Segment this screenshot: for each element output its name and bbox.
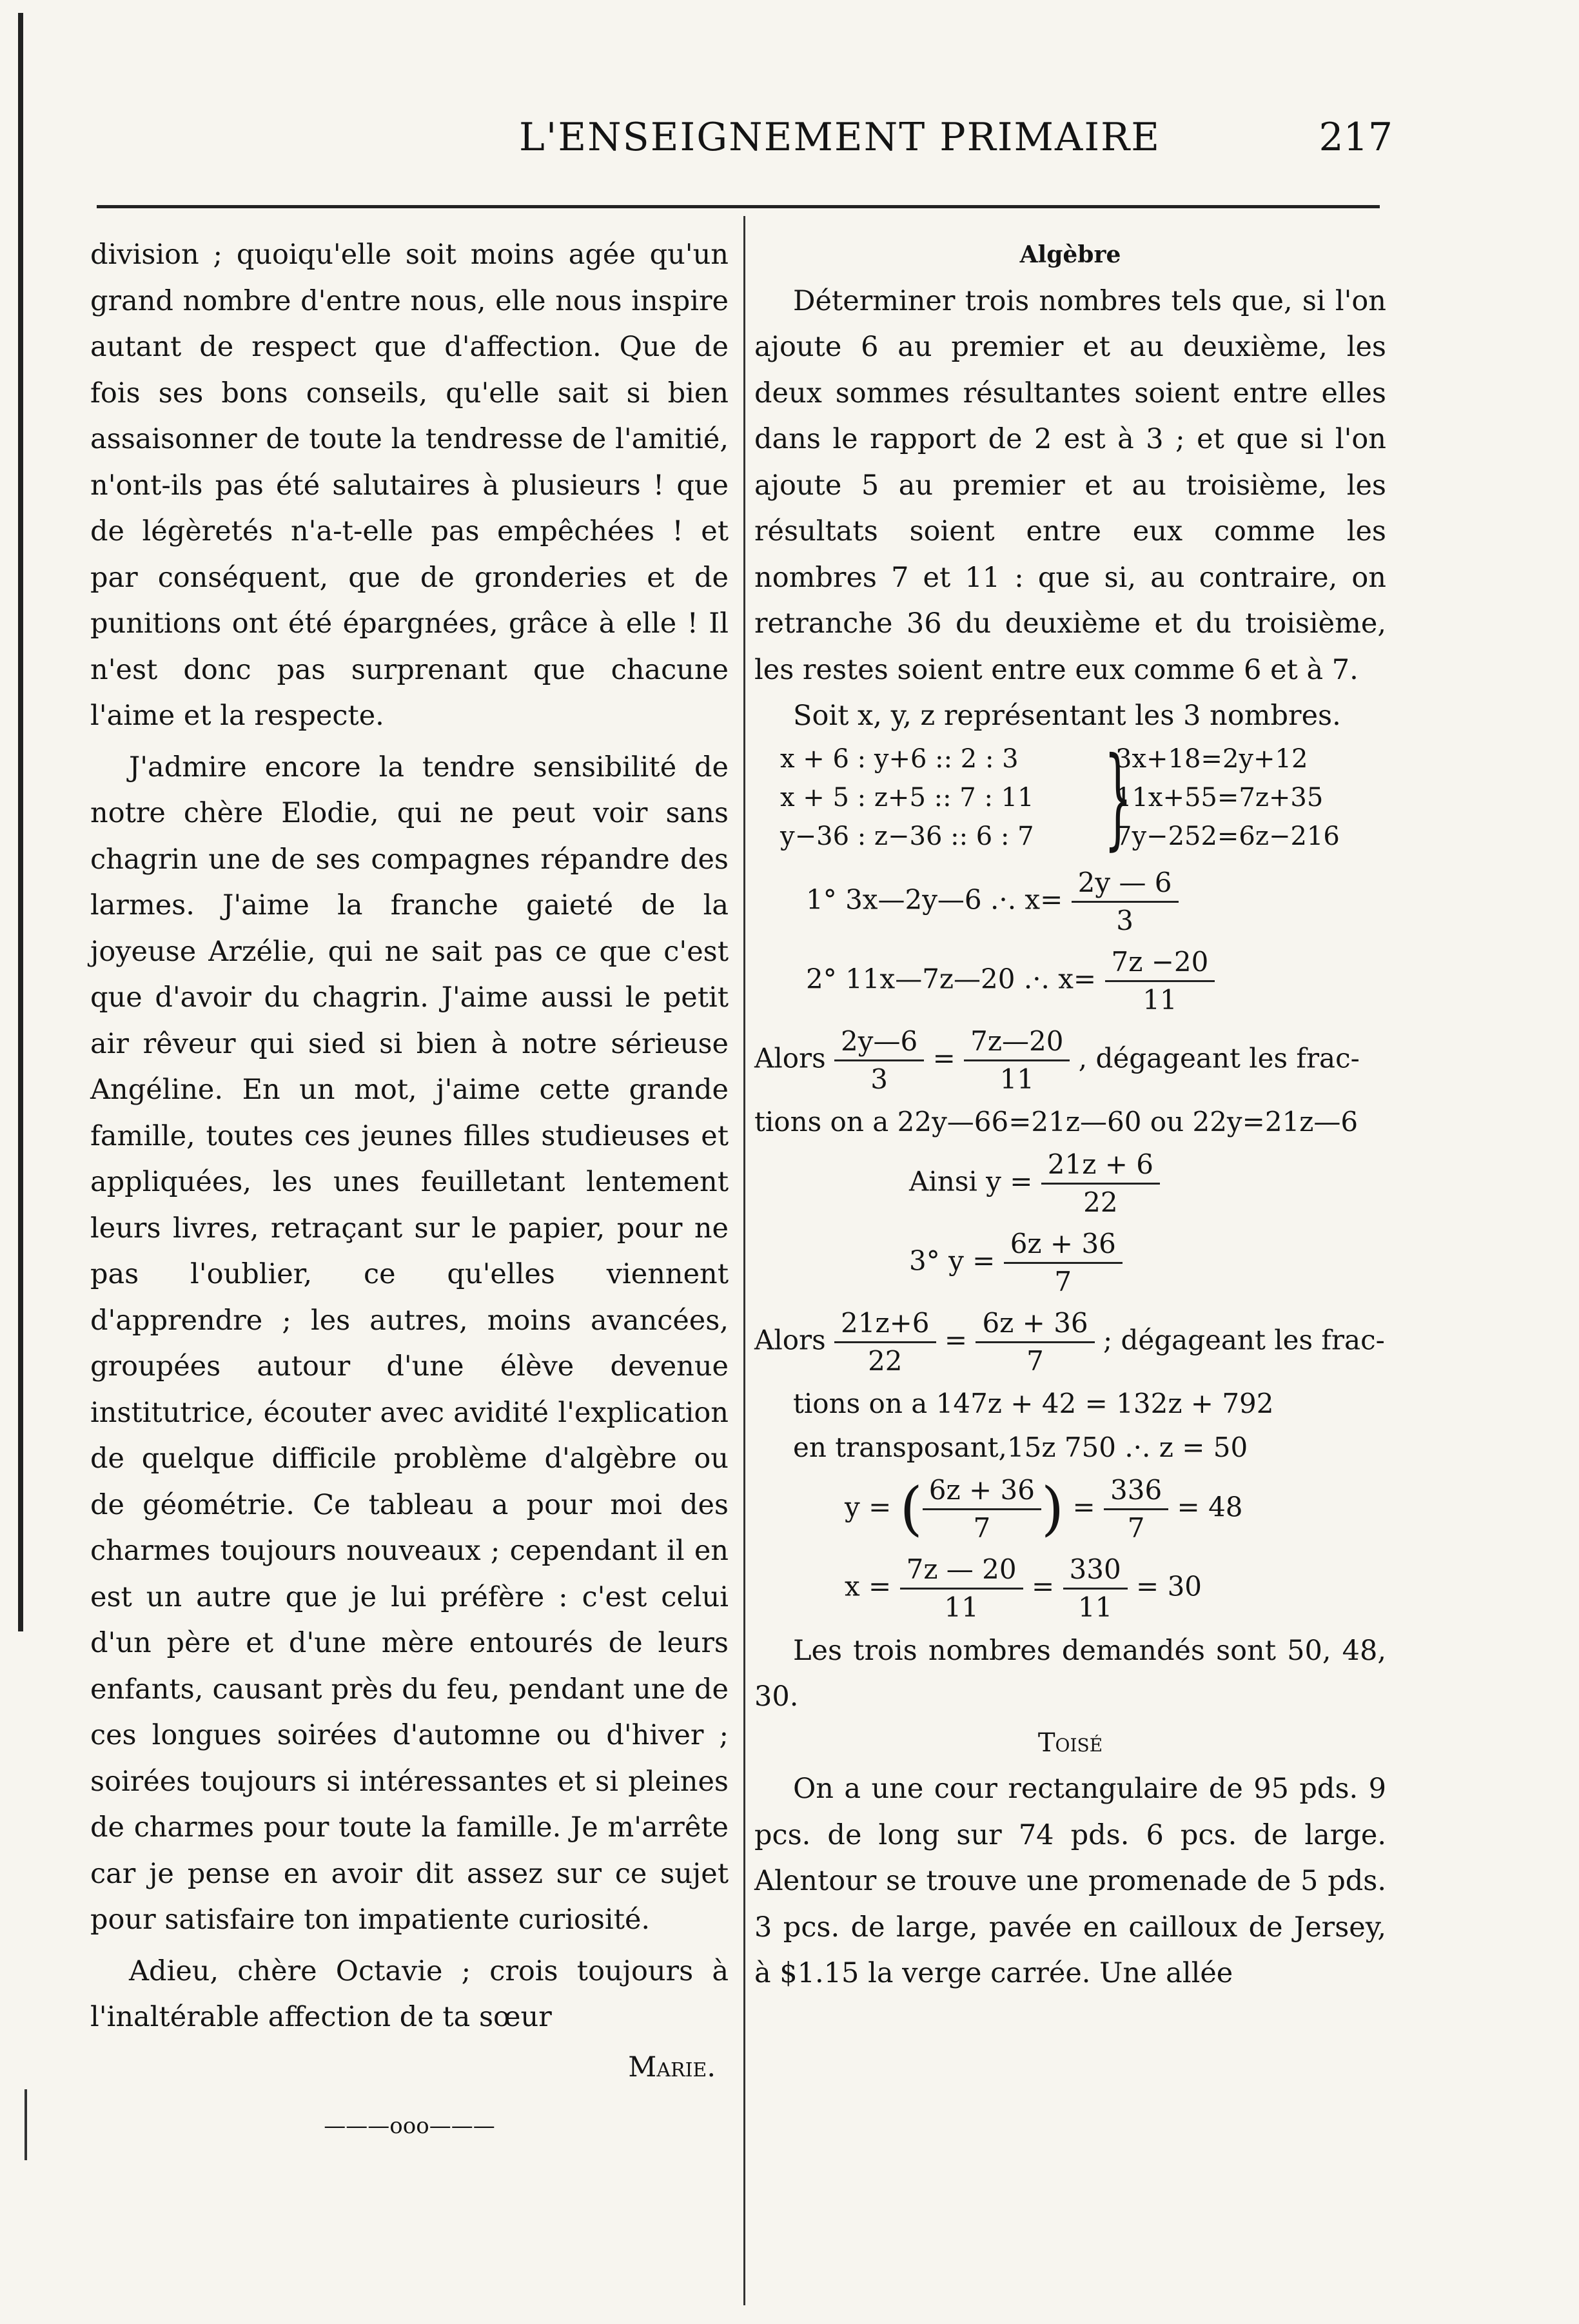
alors-1 [754, 1021, 1386, 1100]
alors-1-left-numerator: 2y—6 [834, 1023, 924, 1061]
alors-2-right-denominator: 7 [1026, 1344, 1044, 1377]
letter-paragraph-2: J'admire encore la tendre sensibilité de notre chère Elodie, qui ne peut voir sans chagrin une de ses compagnes répandre des larmes. J'aime la franche gaieté de la joyeuse Arzélie, qui ne sait pas ce que c'est que d'avoir du chagrin. J'aime aussi le petit air rêveur qui sied si bien à notre sérieuse Angéline. En un mot, j'aime cette grande famille, toutes ces jeunes filles studieuses et appliquées, les unes feuilletant lentement leurs livres, retraçant sur le papier, pour ne pas l'oublier, ce qu'elles viennent d'apprendre ; les autres, moins avancées, groupées autour d'une élève devenue institutrice, écouter avec avidité l'explication de quelque difficile problème d'algèbre ou de géométrie. Ce tableau a pour moi des charmes toujours nouveaux ; cependant il en est un autre que je lui préfère : c'est celui d'un père et d'une mère entourés de leurs enfants, causant près du feu, pendant une de ces longues soirées d'automne ou d'hiver ; soirées toujours si intéressantes et si pleines de charmes pour toute la famille. Je m'arrête car je pense en avoir dit assez sur ce sujet pour satisfaire ton impatiente curiosité. [90, 751, 729, 1936]
alors-1-left-fraction [834, 1023, 924, 1098]
step-3-prefix: 3° y = [909, 1245, 995, 1276]
system-equations [1115, 740, 1340, 856]
heading-algebra: Algèbre [1019, 241, 1121, 268]
step-3-fraction [1004, 1226, 1123, 1300]
x-mid-numerator: 330 [1063, 1551, 1128, 1590]
x-mid-denominator: 11 [1077, 1591, 1113, 1623]
alors-1-right-fraction [964, 1023, 1070, 1098]
equals-sign: = [1031, 1570, 1055, 1602]
binding-edge-mark [25, 2089, 27, 2160]
alors-2 [754, 1303, 1386, 1382]
ainsi-fraction [1041, 1147, 1160, 1221]
x-denominator: 11 [944, 1591, 979, 1623]
alors-2-right-fraction [976, 1305, 1094, 1379]
step-1-prefix: 1° 3x—2y—6 .·. x= [806, 883, 1063, 915]
paren-open: ( [899, 1475, 923, 1542]
proportion-1: x + 6 : y+6 :: 2 : 3 [780, 743, 1019, 774]
toise-problem: On a une cour rectangulaire de 95 pds. 9 pcs. de long sur 74 pds. 6 pcs. de large. Alentour se trouve une promenade de 5 pds. 3 pcs. de large, pavée en cailloux de Jersey, à $1.15 la verge carrée. Une allée [754, 1773, 1386, 1989]
system-proportions [780, 740, 1034, 856]
step-1-numerator: 2y — 6 [1072, 865, 1179, 903]
ainsi-step [754, 1144, 1386, 1223]
alors-2-left-numerator: 21z+6 [834, 1305, 936, 1343]
letter-paragraph-1: division ; quoiqu'elle soit moins agée qu'un grand nombre d'entre nous, elle nous inspire autant de respect que d'affection. Que de fois ses bons conseils, qu'elle sait si bien assaisonner de toute la tendresse de l'amitié, n'ont-ils pas été salutaires à plusieurs ! que de légèretés n'a-t-elle pas empêchées ! et par conséquent, que de gronderies et de punitions ont été épargnées, grâce à elle ! Il n'est donc pas surprenant que chacune l'aime et la respecte. [90, 239, 729, 732]
equals-sign: = [944, 1324, 968, 1355]
y-mid-denominator: 7 [1127, 1512, 1145, 1544]
y-fraction [923, 1472, 1041, 1546]
alors-1-right-numerator: 7z—20 [964, 1023, 1070, 1061]
x-value: = 30 [1136, 1570, 1202, 1602]
ainsi-numerator: 21z + 6 [1041, 1147, 1160, 1185]
alors-2-right-numerator: 6z + 36 [976, 1305, 1094, 1343]
equation-3: 7y−252=6z−216 [1115, 821, 1340, 851]
alors-2-left-fraction [834, 1305, 936, 1379]
step-2-prefix: 2° 11x—7z—20 .·. x= [806, 963, 1097, 994]
paren-close: ) [1041, 1475, 1064, 1542]
step-2-numerator: 7z −20 [1105, 944, 1215, 982]
proportion-3: y−36 : z−36 :: 6 : 7 [780, 821, 1034, 851]
derivation [754, 862, 1386, 1628]
binding-edge-rule [18, 13, 23, 1631]
column-divider [743, 216, 745, 2305]
step-3-numerator: 6z + 36 [1004, 1226, 1123, 1264]
page-number: 217 [1319, 115, 1393, 160]
algebra-soit: Soit x, y, z représentant les 3 nombres. [793, 700, 1341, 732]
right-column [754, 232, 1386, 1997]
ainsi-denominator: 22 [1083, 1186, 1118, 1218]
alors-2-word: Alors [754, 1324, 826, 1355]
x-prefix: x = [845, 1570, 892, 1602]
x-fraction [900, 1551, 1023, 1626]
step-2-fraction [1105, 944, 1215, 1018]
letter-closing: Adieu, chère Octavie ; crois toujours à l'inaltérable affection de ta sœur [90, 1955, 729, 2033]
x-result [754, 1549, 1386, 1628]
equation-system [754, 733, 1386, 862]
y-value: = 48 [1177, 1491, 1243, 1522]
alors-1-left-denominator: 3 [870, 1063, 888, 1095]
step-1-denominator: 3 [1116, 904, 1133, 936]
y-mid-numerator: 336 [1104, 1472, 1168, 1510]
left-column [90, 232, 729, 2150]
section-ornament: ———ooo——— [324, 2113, 495, 2139]
y-result [754, 1470, 1386, 1549]
alors-2-tail: ; dégageant les frac- [1103, 1324, 1385, 1355]
step-1-fraction [1072, 865, 1179, 939]
heading-toise: Toisé [1037, 1728, 1103, 1758]
y-denominator: 7 [973, 1512, 991, 1544]
alors-2-left-denominator: 22 [868, 1344, 903, 1377]
equation-1: 3x+18=2y+12 [1115, 743, 1308, 774]
alors-2-line-3: en transposant,15z 750 .·. z = 50 [793, 1431, 1248, 1463]
step-3 [754, 1223, 1386, 1303]
step-3-denominator: 7 [1054, 1265, 1072, 1297]
running-header [97, 115, 1393, 173]
proportion-2: x + 5 : z+5 :: 7 : 11 [780, 782, 1034, 812]
system-brace: } [1104, 733, 1132, 862]
alors-1-tail: , dégageant les frac- [1078, 1042, 1360, 1074]
alors-1-right-denominator: 11 [999, 1063, 1035, 1095]
equals-sign: = [932, 1042, 956, 1074]
ainsi-prefix: Ainsi y = [909, 1165, 1033, 1197]
alors-2-line-2: tions on a 147z + 42 = 132z + 792 [793, 1387, 1274, 1419]
equals-sign: = [1072, 1491, 1095, 1522]
alors-1-word: Alors [754, 1042, 826, 1074]
x-mid-fraction [1063, 1551, 1128, 1626]
step-2-denominator: 11 [1143, 983, 1177, 1016]
y-mid-fraction [1104, 1472, 1168, 1546]
step-1 [754, 862, 1386, 941]
journal-title: L'ENSEIGNEMENT PRIMAIRE [519, 115, 1161, 160]
y-numerator: 6z + 36 [923, 1472, 1041, 1510]
signature: Marie. [628, 2051, 716, 2083]
step-2 [754, 941, 1386, 1021]
header-rule [97, 205, 1380, 208]
equation-2: 11x+55=7z+35 [1115, 782, 1324, 812]
algebra-problem: Déterminer trois nombres tels que, si l'on ajoute 6 au premier et au deuxième, les deux sommes résultantes soient entre elles dans le rapport de 2 est à 3 ; et que si l'on ajoute 5 au premier et au troisième, les résultats soient entre eux comme les nombres 7 et 11 : que si, au contraire, on retranche 36 du deuxième et du troisième, les restes soient entre eux comme 6 et à 7. [754, 284, 1386, 686]
conclusion: Les trois nombres demandés sont 50, 48, 30. [754, 1634, 1386, 1713]
y-prefix: y = [845, 1491, 892, 1522]
alors-1-line-2: tions on a 22y—66=21z—60 ou 22y=21z—6 [754, 1105, 1358, 1137]
x-numerator: 7z — 20 [900, 1551, 1023, 1590]
